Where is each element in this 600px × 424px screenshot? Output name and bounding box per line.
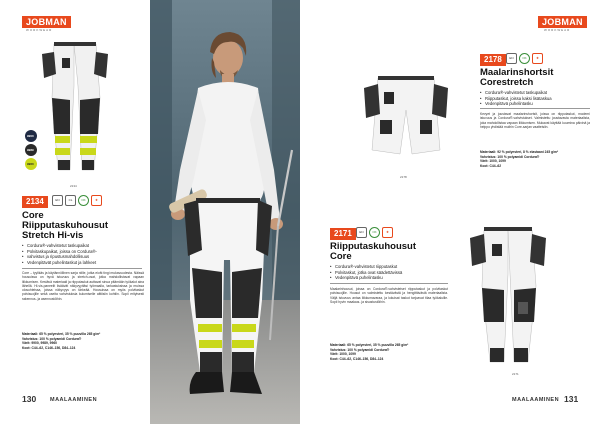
product-title-line2: Riipputaskuhousut (22, 220, 109, 231)
cert-en-iso-icon: EN (356, 227, 367, 238)
divider (22, 268, 142, 269)
brand-logo: JOBMAN (22, 16, 71, 28)
divider (480, 108, 590, 109)
brand-logo: JOBMAN (538, 16, 587, 28)
photo-number: 2178 (400, 175, 407, 179)
product-title-line1: Core (22, 210, 44, 221)
feature-item: • vahvistus ja ripustusmahdollisuus (22, 254, 142, 260)
feature-item: • Riipputaskut, joissa kaksi lisätaskua (480, 96, 590, 102)
spec-line: Värit: 9900, 9989, 9960 (22, 341, 58, 345)
brand-logo-sub: WORKWEAR (26, 28, 53, 32)
model-photo-illustration (150, 0, 300, 424)
spec-line: Materiaali: 65 % polyesteri, 35 % puuvilla 265 g/m² (22, 332, 101, 336)
cert-oekotex-icon: OK (519, 53, 530, 64)
photo-number: 2134 (70, 184, 77, 188)
section-footer: MAALAAMINEN (50, 397, 98, 403)
product-code-badge: 2171 (330, 228, 356, 240)
product-title-line1: Maalarinshortsit (480, 67, 554, 78)
cert-en-iso-icon: EN (506, 53, 517, 64)
feature-item: • Vedenpitävä puhelintasku (480, 101, 590, 107)
product-title-line3: Stretch Hi-vis (22, 230, 84, 241)
feature-item: • Cordura®-vahvistetut taskupaikat (22, 243, 142, 249)
swatch-label: 9989 (27, 148, 34, 152)
product-photo-trousers (468, 222, 548, 370)
product-title-line2: Core (330, 251, 352, 262)
cert-stretch-icon: ✚ (532, 53, 543, 64)
spec-line: Vahvistus: 100 % polyamidi Cordura® (330, 347, 390, 352)
cert-en-iso-icon: EN (52, 195, 63, 206)
photo-number: 2171 (512, 372, 519, 376)
spec-line: Värit: 1000, 1099 (330, 352, 356, 356)
swatch-label: 9900 (27, 134, 34, 138)
product-description: Core – tyylikäs ja käytännöllinen sarja niille, jotka eivät tingi mukavuudesta. Näissä housuissa on hyvä istuvuus ja stretch-osat, jotka mahdollistavat vapaan liikkumisen. Kestävä materiaali ja riipputaskut auttavat sinua pitämään työkalut aina lähellä. Hi-vis-paneelit lisäävät näkyvyyttäsi työmaalla, tarkastuksissa ja muissa olosuhteissa, joissa näkyvyys on tärkeää. Housuissa on myös polvitaskut polvisuojille sekä useita vahvistuksia kulumiselle alttiisiin kohtiin. Sopii erityisesti rakennus- ja asennustöihin. (22, 271, 144, 301)
feature-item: • Cordura®-vahvistetut riipputaskut (330, 264, 450, 270)
cert-stretch-icon: ✚ (91, 195, 102, 206)
feature-item: • Cordura®-vahvistetut taskupaikat (480, 90, 590, 96)
product-code-badge: 2178 (480, 54, 506, 66)
feature-list (22, 243, 142, 265)
product-title-line1: Riipputaskuhousut (330, 241, 417, 252)
page-number: 130 (22, 394, 37, 404)
feature-list (480, 90, 590, 107)
product-photo-pants-hivis (40, 38, 110, 178)
product-code-badge: 2134 (22, 196, 48, 208)
spec-line: Värit: 1000, 1099 (480, 159, 506, 163)
page-number: 131 (564, 394, 579, 404)
feature-item: • Polvitaskupaikat, joissa on Cordura®- (22, 249, 142, 255)
product-title-line2: Corestretch (480, 77, 534, 88)
product-photo-shorts (362, 70, 450, 172)
right-page (300, 0, 600, 424)
spec-line: Koot: C44–62, C146–156, D84–124 (330, 356, 384, 361)
feature-list (330, 264, 450, 281)
brand-logo-sub: WORKWEAR (544, 28, 571, 32)
spec-line: Vahvistus: 100 % polyamidi Cordura® (22, 336, 82, 341)
cert-oekotex-icon: OK (369, 227, 380, 238)
feature-item: • Vedenpitävä puhelintasku (330, 275, 450, 281)
product-description: Kevyet ja joustavat maalarinshortsit, joissa on riipputaskut, moderni istuvuus ja Cordura®-vahvistukset. Valmistettu joustavasta materiaalista, joka mahdollistaa vapaan liikkumisen. Mukavat käyttää kuumina päivinä ja helppo yhdistää muihin Core-sarjan vaatteisiin. (480, 112, 590, 129)
cert-oekotex-icon: OK (78, 195, 89, 206)
section-footer: MAALAAMINEN (512, 397, 560, 403)
model-photo (150, 0, 300, 424)
spec-block (22, 332, 144, 350)
spec-line: Materiaali: 65 % polyesteri, 35 % puuvilla 265 g/m² (330, 343, 409, 347)
spec-line: Koot: C44–62 (480, 163, 502, 168)
spec-block (330, 343, 450, 361)
spec-line: Materiaali: 92 % polyesteri, 8 % elastaani 245 g/m² (480, 150, 559, 154)
product-description: Maalarinhousut, joissa on Cordura®-vahvisteiset riipputaskut ja polvitaskut polvisuojille. Housut on valmistettu kestävästä ja hengittävästä materiaalista. Väljä istuvuus antaa liikkumavaraa, ja lukuisat taskut tarjoavat tilaa työkaluille. Sopii hyvin maalaus- ja sisustustöihin. (330, 287, 448, 304)
spec-line: Koot: C44–62, C146–156, D84–124 (22, 345, 76, 350)
feature-item: • Vedenpitävät puhelintaskut ja lahkeet (22, 260, 142, 266)
cert-stretch-icon: ✚ (382, 227, 393, 238)
divider (330, 283, 448, 284)
swatch-label: 9960 (27, 162, 34, 166)
feature-item: • Polvitaskut, jotka ovat säädettävissä (330, 270, 450, 276)
spec-block (480, 150, 592, 168)
spec-line: Vahvistus: 100 % polyamidi Cordura® (480, 154, 540, 159)
cert-class-icon: CL (65, 195, 76, 206)
